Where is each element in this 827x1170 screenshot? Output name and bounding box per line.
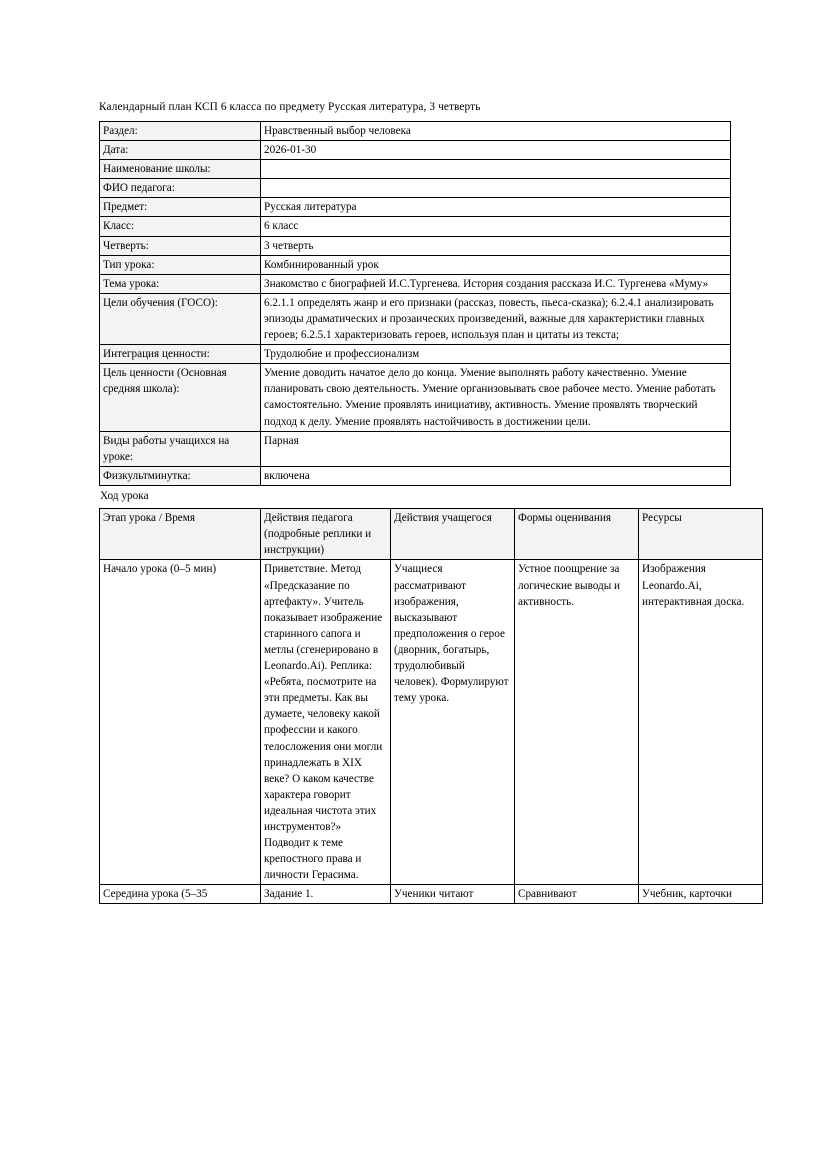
column-header-assessment-forms: Формы оценивания (515, 508, 639, 560)
info-label: Цель ценности (Основная средняя школа): (100, 364, 261, 431)
section-heading-lesson-flow: Ход урока (100, 489, 149, 502)
table-row (100, 560, 763, 885)
cell-student-actions: Ученики читают (391, 885, 515, 904)
table-row (100, 198, 731, 217)
table-row (100, 293, 731, 344)
info-value: 6.2.1.1 определять жанр и его признаки (рассказ, повесть, пьеса-сказка); 6.2.4.1 анализировать эпизоды драматических и прозаических произведений, важные для характеристики главных героев; 6.2.5.1 характеризовать героев, используя план и цитаты из текста; (261, 293, 731, 344)
info-value: Умение доводить начатое дело до конца. Умение выполнять работу качественно. Умение планировать свою деятельность. Умение организовывать свое рабочее место. Умение работать самостоятельно. Умение проявлять инициативу, активность. Умение проявлять творческий подход к делу. Умение проявлять настойчивость в достижении цели. (261, 364, 731, 431)
info-label: Тема урока: (100, 274, 261, 293)
info-label: Четверть: (100, 236, 261, 255)
lesson-flow-table-body (100, 508, 763, 904)
cell-teacher-actions: Приветствие. Метод «Предсказание по артефакту». Учитель показывает изображение старинного сапога и метлы (сгенерировано в Leonardo.Ai). Реплика: «Ребята, посмотрите на эти предметы. Как вы думаете, человеку какой профессии и какого телосложения они могли принадлежать в XIX веке? О каком качестве характера говорит идеальная чистота этих инструментов?» Подводит к теме крепостного права и личности Герасима. (261, 560, 391, 885)
column-header-teacher-actions: Действия педагога (подробные реплики и инструкции) (261, 508, 391, 560)
info-value (261, 160, 731, 179)
info-value: 3 четверть (261, 236, 731, 255)
info-label: Физкультминутка: (100, 466, 261, 485)
cell-resources: Изображения Leonardo.Ai, интерактивная доска. (639, 560, 763, 885)
info-value (261, 179, 731, 198)
table-row (100, 255, 731, 274)
column-header-stage: Этап урока / Время (100, 508, 261, 560)
table-row (100, 141, 731, 160)
lesson-info-table (99, 121, 731, 486)
cell-assessment-forms: Устное поощрение за логические выводы и активность. (515, 560, 639, 885)
info-label: Предмет: (100, 198, 261, 217)
info-value: Русская литература (261, 198, 731, 217)
page-title: Календарный план КСП 6 класса по предмету Русская литература, 3 четверть (99, 101, 481, 113)
table-row (100, 885, 763, 904)
lesson-info-table-body (100, 122, 731, 486)
table-row (100, 236, 731, 255)
info-label: Интеграция ценности: (100, 345, 261, 364)
cell-stage: Середина урока (5–35 (100, 885, 261, 904)
info-label: ФИО педагога: (100, 179, 261, 198)
info-value: 6 класс (261, 217, 731, 236)
cell-resources: Учебник, карточки (639, 885, 763, 904)
info-value: 2026-01-30 (261, 141, 731, 160)
cell-assessment-forms: Сравнивают (515, 885, 639, 904)
cell-stage: Начало урока (0–5 мин) (100, 560, 261, 885)
table-header-row (100, 508, 763, 560)
table-row (100, 217, 731, 236)
column-header-student-actions: Действия учащегося (391, 508, 515, 560)
table-row (100, 364, 731, 431)
column-header-resources: Ресурсы (639, 508, 763, 560)
info-value: Знакомство с биографией И.С.Тургенева. История создания рассказа И.С. Тургенева «Муму» (261, 274, 731, 293)
info-value: Трудолюбие и профессионализм (261, 345, 731, 364)
info-label: Раздел: (100, 122, 261, 141)
table-row (100, 345, 731, 364)
info-label: Наименование школы: (100, 160, 261, 179)
table-row (100, 160, 731, 179)
info-label: Дата: (100, 141, 261, 160)
lesson-flow-table (99, 508, 763, 905)
info-label: Тип урока: (100, 255, 261, 274)
info-label: Цели обучения (ГОСО): (100, 293, 261, 344)
table-row (100, 179, 731, 198)
info-label: Виды работы учащихся на уроке: (100, 431, 261, 466)
table-row (100, 122, 731, 141)
info-label: Класс: (100, 217, 261, 236)
info-value: Комбинированный урок (261, 255, 731, 274)
info-value: включена (261, 466, 731, 485)
table-row (100, 274, 731, 293)
cell-student-actions: Учащиеся рассматривают изображения, высказывают предположения о герое (дворник, богатырь, трудолюбивый человек). Формулируют тему урока. (391, 560, 515, 885)
table-row (100, 431, 731, 466)
info-value: Нравственный выбор человека (261, 122, 731, 141)
cell-teacher-actions: Задание 1. (261, 885, 391, 904)
table-row (100, 466, 731, 485)
info-value: Парная (261, 431, 731, 466)
